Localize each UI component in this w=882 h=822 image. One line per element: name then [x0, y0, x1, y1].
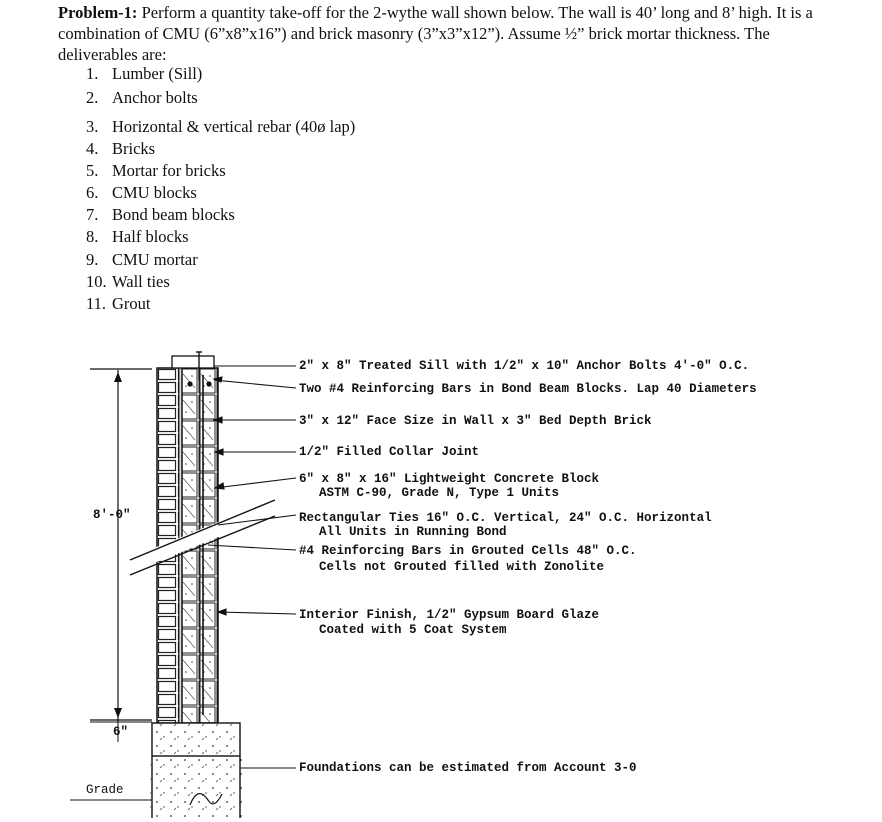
- list-item: 10. Wall ties: [86, 272, 170, 291]
- note-ties-2: All Units in Running Bond: [319, 525, 507, 539]
- note-finish-1: Interior Finish, 1/2" Gypsum Board Glaze: [299, 608, 600, 622]
- treated-sill: [172, 356, 214, 368]
- problem-text: Perform a quantity take-off for the 2-wythe wall shown below. The wall is 40’ long and 8’ high. It is a combination of CMU (6”x8”x16”) and brick masonry (3”x3”x12”). Assume ½” brick mortar thickness. The deliverables are:: [58, 3, 813, 64]
- note-block-1: 6" x 8" x 16" Lightweight Concrete Block: [299, 472, 600, 486]
- list-item: 7. Bond beam blocks: [86, 205, 235, 224]
- list-item: 9. CMU mortar: [86, 250, 198, 269]
- note-rebar-1: #4 Reinforcing Bars in Grouted Cells 48" O.C.: [299, 544, 637, 558]
- leader-lines: [208, 366, 296, 768]
- note-foundation: Foundations can be estimated from Account 3-0: [299, 761, 637, 775]
- list-item: 6. CMU blocks: [86, 183, 197, 202]
- note-sill: 2" x 8" Treated Sill with 1/2" x 10" Anchor Bolts 4'-0" O.C.: [299, 359, 750, 373]
- list-item: 2. Anchor bolts: [86, 88, 198, 107]
- note-finish-2: Coated with 5 Coat System: [319, 623, 507, 637]
- height-dimension: [90, 369, 152, 722]
- bond-beam-bar: [187, 381, 192, 386]
- list-item: 4. Bricks: [86, 139, 156, 158]
- list-item: 11. Grout: [86, 294, 151, 313]
- list-item: 8. Half blocks: [86, 227, 189, 246]
- note-block-2: ASTM C-90, Grade N, Type 1 Units: [319, 486, 560, 500]
- width-dimension-label: 6": [113, 725, 129, 739]
- note-collar-joint: 1/2" Filled Collar Joint: [299, 445, 480, 459]
- problem-label: Problem-1:: [58, 3, 138, 22]
- foundation-footing: [150, 723, 242, 818]
- list-item: 3. Horizontal & vertical rebar (40ø lap): [86, 117, 356, 136]
- list-item: 5. Mortar for bricks: [86, 161, 226, 180]
- note-brick: 3" x 12" Face Size in Wall x 3" Bed Depth Brick: [299, 414, 652, 428]
- height-dimension-label: 8'-0": [93, 508, 131, 522]
- list-item: 1. Lumber (Sill): [86, 64, 203, 83]
- bond-beam-bar: [206, 381, 211, 386]
- grade-label: Grade: [86, 783, 124, 797]
- note-ties-1: Rectangular Ties 16" O.C. Vertical, 24" O.C. Horizontal: [299, 511, 712, 525]
- note-bond-beam: Two #4 Reinforcing Bars in Bond Beam Blocks. Lap 40 Diameters: [299, 382, 757, 396]
- note-rebar-2: Cells not Grouted filled with Zonolite: [319, 560, 605, 574]
